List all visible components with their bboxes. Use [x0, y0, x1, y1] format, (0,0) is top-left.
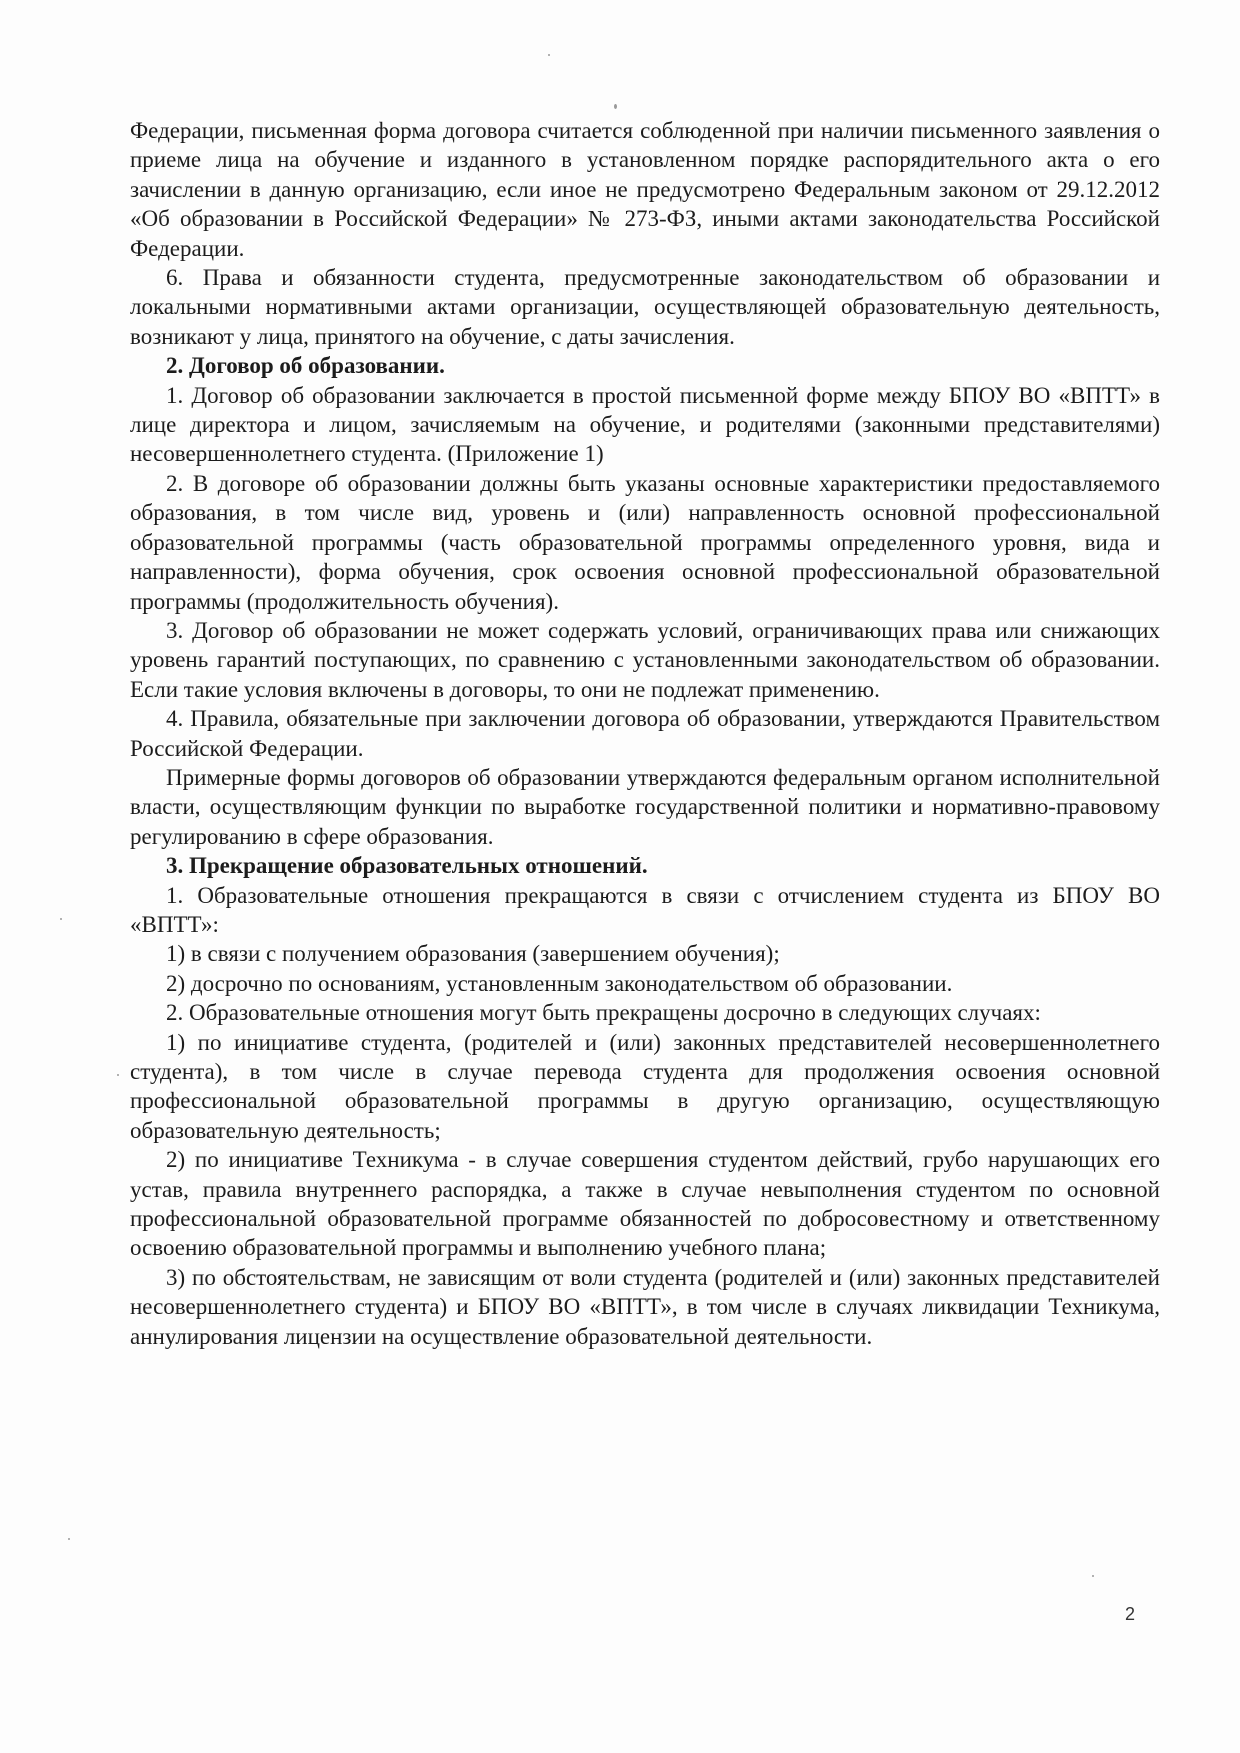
list-item: 1) по инициативе студента, (родителей и (или) законных представителей несовершеннолетнего студента), в том числе в случае перевода студента для продолжения освоения основной профессиональной образовательной программы в другую организацию, осуществляющую образовательную деятельность; [130, 1029, 1160, 1143]
scan-speck [1092, 1575, 1094, 1577]
paragraph: 4. Правила, обязательные при заключении договора об образовании, утверждаются Правительством Российской Федерации. [130, 706, 1160, 761]
paragraph: 2. В договоре об образовании должны быть указаны основные характеристики предоставляемого образования, в том числе вид, уровень и (или) направленность основной профессиональной образовательной программы (часть образовательной программы определенного уровня, вида и направленности), форма обучения, срок освоения основной профессиональной образовательной программы (продолжительность обучения). [130, 470, 1160, 614]
section-heading-termination: 3. Прекращение образовательных отношений. [166, 853, 648, 879]
section-heading-contract: 2. Договор об образовании. [166, 353, 445, 379]
paragraph: 1. Договор об образовании заключается в простой письменной форме между БПОУ ВО «ВПТТ» в лице директора и лицом, зачисляемым на обучение, и родителями (законными представителями) несовершеннолетнего студента. (Приложение 1) [130, 382, 1160, 467]
scan-speck [60, 918, 62, 920]
paragraph: 1. Образовательные отношения прекращаются в связи с отчислением студента из БПОУ ВО «ВПТТ»: [130, 882, 1160, 937]
list-item: 2) по инициативе Техникума - в случае совершения студентом действий, грубо нарушающих его устав, правила внутреннего распорядка, а также в случае невыполнения студентом по основной профессиональной образовательной программе обязанностей по добросовестному и ответственному освоению образовательной программы и выполнению учебного плана; [130, 1147, 1160, 1261]
list-item: 1) в связи с получением образования (завершением обучения); [166, 941, 780, 967]
paragraph: 3. Договор об образовании не может содержать условий, ограничивающих права или снижающих уровень гарантий поступающих, по сравнению с установленными законодательством об образовании. Если такие условия включены в договоры, то они не подлежат применению. [130, 617, 1160, 702]
scan-speck [614, 104, 617, 109]
page-number: 2 [1125, 1604, 1136, 1624]
paragraph: 6. Права и обязанности студента, предусмотренные законодательством об образовании и локальными нормативными актами организации, осуществляющей образовательную деятельность, возникают у лица, принятого на обучение, с даты зачисления. [130, 265, 1160, 349]
list-item: 2) досрочно по основаниям, установленным законодательством об образовании. [166, 970, 953, 996]
paragraph: Примерные формы договоров об образовании утверждаются федеральным органом исполнительной власти, осуществляющим функции по выработке государственной политики и нормативно-правовому регулированию в сфере образования. [130, 764, 1160, 849]
scan-speck [548, 54, 550, 56]
document-body [130, 116, 1160, 1351]
paragraph: 2. Образовательные отношения могут быть прекращены досрочно в следующих случаях: [166, 1000, 1041, 1026]
paragraph-continuation: Федерации, письменная форма договора считается соблюденной при наличии письменного заявления о приеме лица на обучение и изданного в установленном порядке распорядительного акта о его зачислении в данную организацию, если иное не предусмотрено Федеральным законом от 29.12.2012 «Об образовании в Российской Федерации» № 273-ФЗ, иными актами законодательства Российской Федерации. [130, 118, 1160, 261]
scan-speck [117, 1074, 119, 1076]
list-item: 3) по обстоятельствам, не зависящим от воли студента (родителей и (или) законных представителей несовершеннолетнего студента) и БПОУ ВО «ВПТТ», в том числе в случаях ликвидации Техникума, аннулирования лицензии на осуществление образовательной деятельности. [130, 1264, 1160, 1349]
scan-speck [68, 1538, 70, 1540]
